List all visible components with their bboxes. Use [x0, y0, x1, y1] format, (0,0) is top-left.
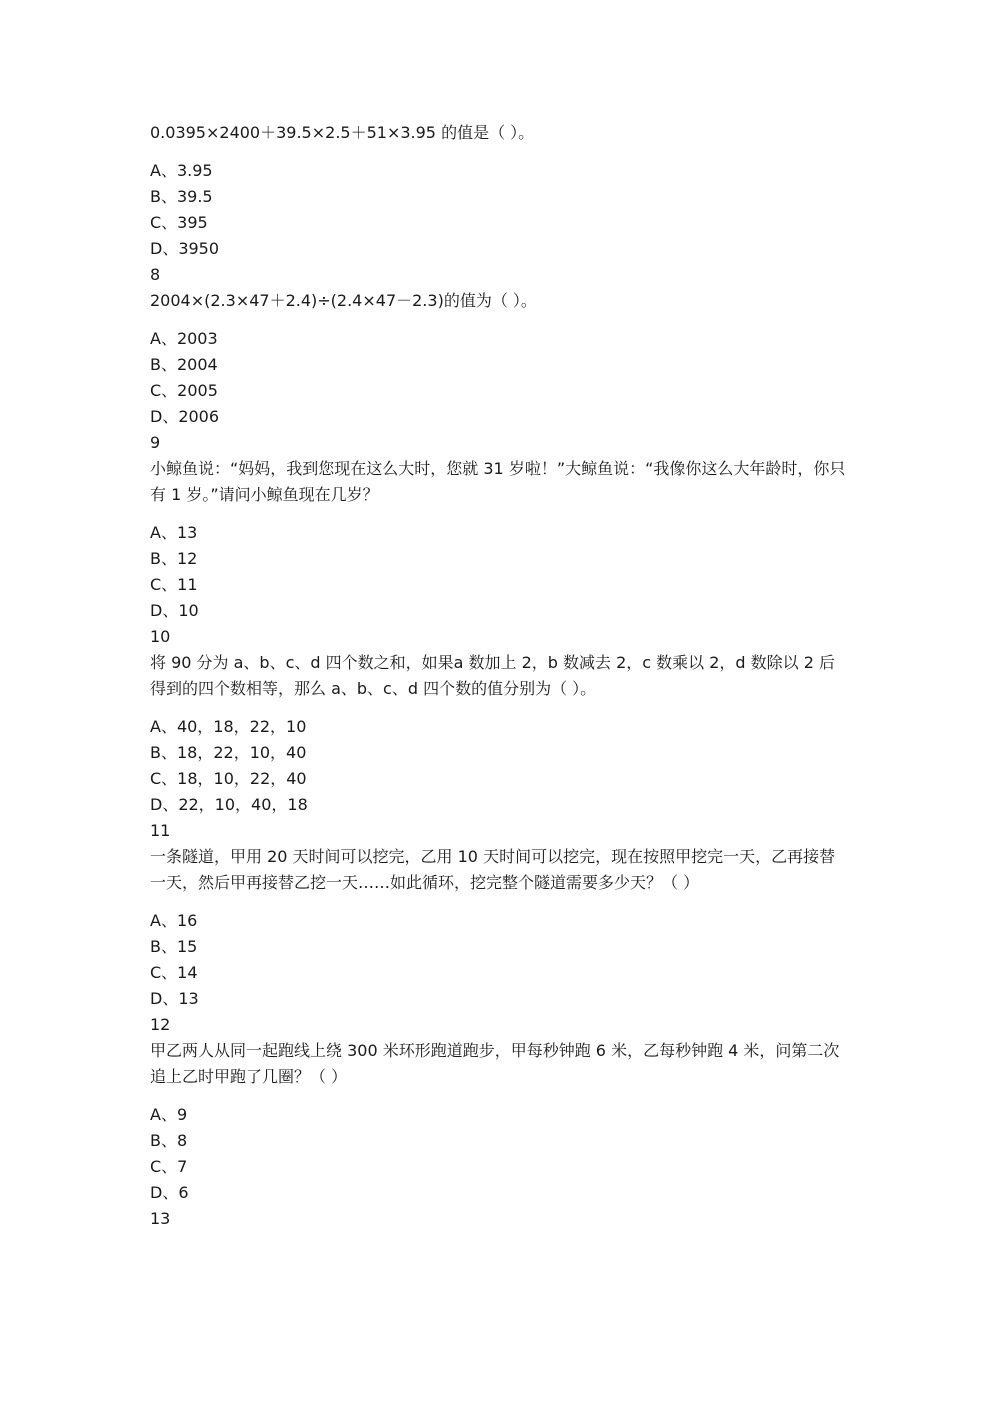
option-a: A、9: [150, 1105, 188, 1124]
option-list: [150, 714, 850, 818]
option-c: C、395: [150, 213, 208, 232]
option-a: A、13: [150, 523, 198, 542]
option-b: B、39.5: [150, 187, 213, 206]
question-number: 8: [150, 265, 161, 284]
question-number: 9: [150, 433, 161, 452]
option-b: B、18，22，10，40: [150, 743, 307, 762]
option-d: D、10: [150, 601, 199, 620]
option-c: C、18，10，22，40: [150, 769, 307, 788]
option-d: D、13: [150, 989, 199, 1008]
question-stem: 小鲸鱼说：“妈妈，我到您现在这么大时，您就 31 岁啦！”大鲸鱼说：“我像你这么大年龄时，你只有 1 岁。”请问小鲸鱼现在几岁？: [150, 459, 846, 504]
option-d: D、2006: [150, 407, 220, 426]
option-list: [150, 158, 850, 262]
question-stem: 0.0395×2400＋39.5×2.5＋51×3.95 的值是（ ）。: [150, 123, 535, 142]
question-stem: 2004×(2.3×47＋2.4)÷(2.4×47－2.3)的值为（ ）。: [150, 291, 537, 310]
question: [150, 624, 850, 818]
question-number: 11: [150, 821, 171, 840]
option-a: A、2003: [150, 329, 218, 348]
option-a: A、16: [150, 911, 198, 930]
option-b: B、12: [150, 549, 198, 568]
question: [150, 262, 850, 430]
question-number: 13: [150, 1209, 171, 1228]
option-list: [150, 908, 850, 1012]
option-d: D、3950: [150, 239, 220, 258]
question: [150, 120, 850, 262]
question: [150, 1012, 850, 1206]
question-stem: 甲乙两人从同一起跑线上绕 300 米环形跑道跑步，甲每秒钟跑 6 米，乙每秒钟跑 4 米，问第二次追上乙时甲跑了几圈？（ ）: [150, 1041, 840, 1086]
option-c: C、14: [150, 963, 198, 982]
question-number: 12: [150, 1015, 171, 1034]
option-b: B、8: [150, 1131, 188, 1150]
option-a: A、40，18，22，10: [150, 717, 307, 736]
option-list: [150, 326, 850, 430]
option-d: D、6: [150, 1183, 189, 1202]
option-b: B、2004: [150, 355, 218, 374]
option-b: B、15: [150, 937, 198, 956]
question-number: 10: [150, 627, 171, 646]
option-a: A、3.95: [150, 161, 213, 180]
question: [150, 430, 850, 624]
option-list: [150, 520, 850, 624]
option-d: D、22，10，40，18: [150, 795, 308, 814]
option-c: C、11: [150, 575, 198, 594]
option-c: C、7: [150, 1157, 188, 1176]
option-c: C、2005: [150, 381, 218, 400]
question-stem: 将 90 分为 a、b、c、d 四个数之和，如果a 数加上 2，b 数减去 2，c 数乘以 2，d 数除以 2 后得到的四个数相等，那么 a、b、c、d 四个数的值分别为（ ）。: [150, 653, 836, 698]
option-list: [150, 1102, 850, 1206]
question: [150, 818, 850, 1012]
document-page: [150, 120, 850, 1232]
question-stem: 一条隧道，甲用 20 天时间可以挖完，乙用 10 天时间可以挖完，现在按照甲挖完一天，乙再接替一天，然后甲再接替乙挖一天……如此循环，挖完整个隧道需要多少天？（ ）: [150, 847, 836, 892]
